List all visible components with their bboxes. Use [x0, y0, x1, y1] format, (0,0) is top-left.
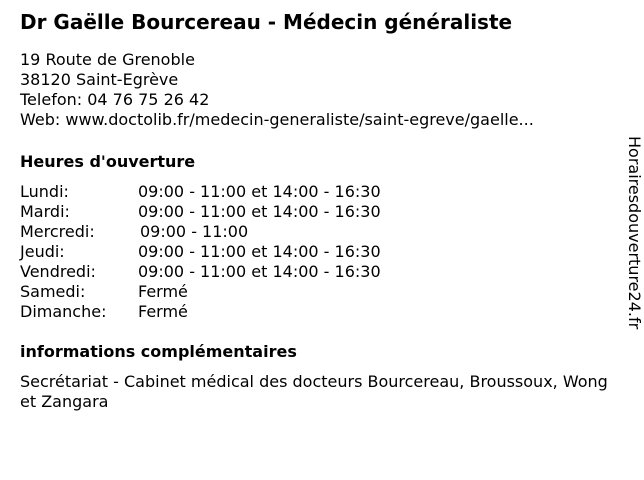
hours-time: 09:00 - 11:00 et 14:00 - 16:30 [138, 182, 381, 201]
hours-day: Mardi: [20, 202, 70, 221]
street-address: 19 Route de Grenoble [20, 50, 195, 69]
hours-day: Jeudi: [20, 242, 65, 261]
hours-day: Samedi: [20, 282, 86, 301]
hours-time: 09:00 - 11:00 et 14:00 - 16:30 [138, 262, 381, 281]
hours-row-vendredi [20, 262, 610, 282]
site-watermark: Horairesdouverture24.fr [625, 136, 644, 330]
hours-day: Lundi: [20, 182, 69, 201]
address-block [20, 50, 610, 130]
opening-hours-list [20, 182, 610, 322]
hours-time: 09:00 - 11:00 [140, 222, 249, 241]
additional-info-heading: informations complémentaires [20, 342, 297, 361]
hours-row-jeudi [20, 242, 610, 262]
hours-time: Fermé [138, 302, 188, 321]
hours-day: Vendredi: [20, 262, 96, 281]
hours-row-samedi [20, 282, 610, 302]
additional-info-text: Secrétariat - Cabinet médical des docteurs Bourcereau, Broussoux, Wong et Zangara [20, 372, 608, 411]
hours-day: Dimanche: [20, 302, 107, 321]
page-title: Dr Gaëlle Bourcereau - Médecin généraliste [20, 10, 513, 34]
hours-time: Fermé [138, 282, 188, 301]
hours-time: 09:00 - 11:00 et 14:00 - 16:30 [138, 202, 381, 221]
hours-row-mardi [20, 202, 610, 222]
hours-time: 09:00 - 11:00 et 14:00 - 16:30 [138, 242, 381, 261]
hours-row-dimanche [20, 302, 610, 322]
opening-hours-heading: Heures d'ouverture [20, 152, 196, 171]
website-link[interactable]: Web: www.doctolib.fr/medecin-generaliste/saint-egreve/gaelle... [20, 110, 534, 129]
hours-day: Mercredi: [20, 222, 95, 241]
city-address: 38120 Saint-Egrève [20, 70, 179, 89]
phone-number: Telefon: 04 76 75 26 42 [20, 90, 210, 109]
hours-row-mercredi [20, 222, 610, 242]
hours-row-lundi [20, 182, 610, 202]
doctor-info-card [20, 8, 610, 412]
